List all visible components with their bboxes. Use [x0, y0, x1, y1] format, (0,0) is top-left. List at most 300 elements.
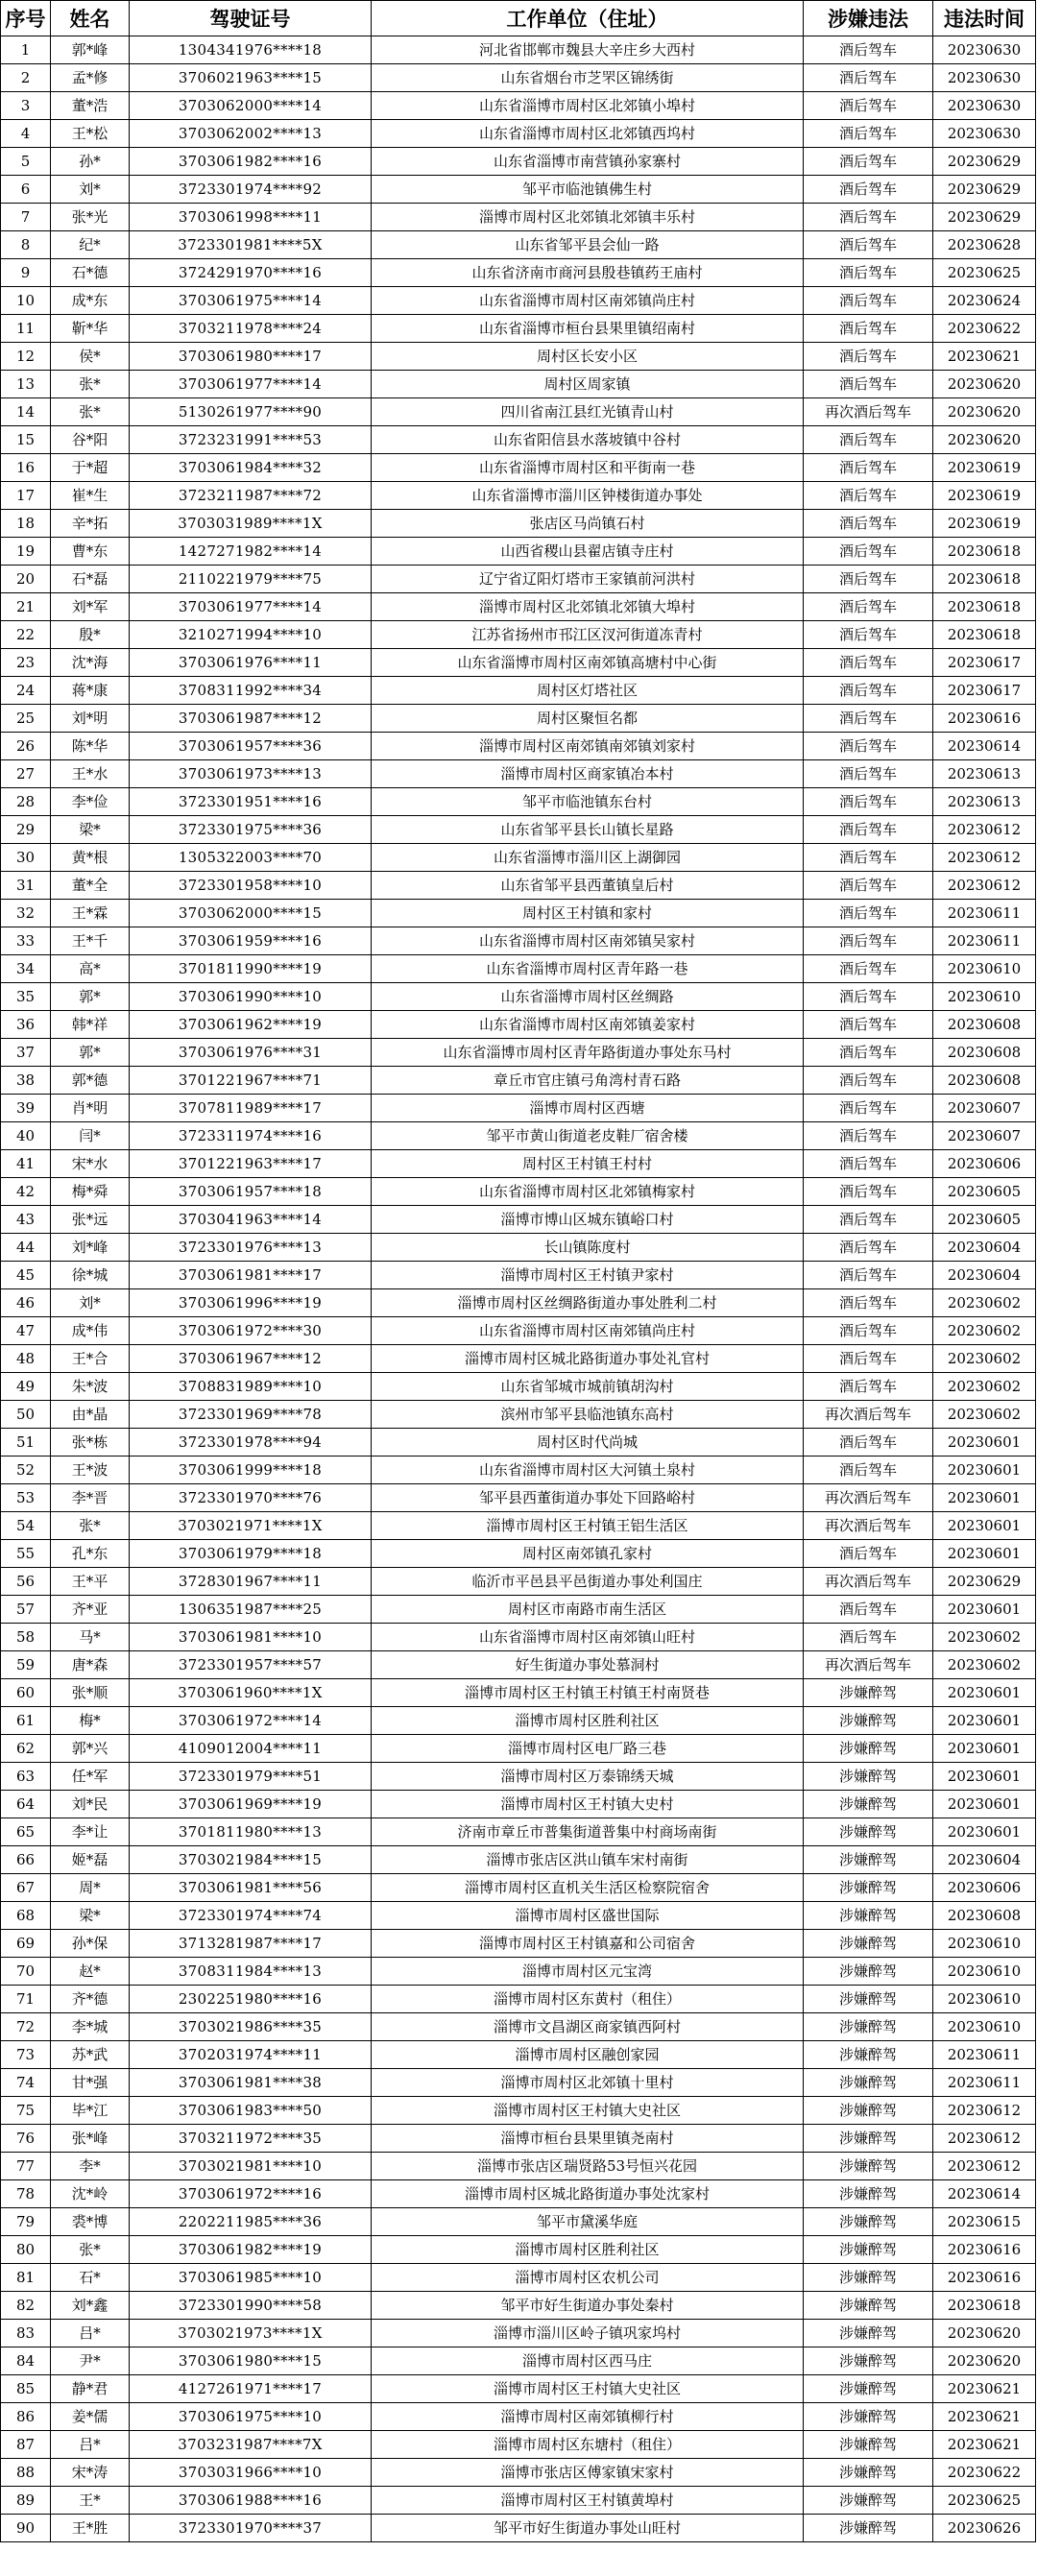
cell-seq: 35: [1, 983, 51, 1011]
cell-license: 3703061957****36: [130, 733, 372, 760]
cell-date: 20230619: [933, 510, 1036, 538]
cell-seq: 48: [1, 1345, 51, 1373]
cell-date: 20230616: [933, 705, 1036, 733]
cell-address: 淄博市周村区北郊镇北郊镇丰乐村: [372, 204, 804, 231]
cell-license: 3703061977****14: [130, 593, 372, 621]
cell-violation: 涉嫌醉驾: [804, 1735, 933, 1763]
cell-seq: 82: [1, 2292, 51, 2320]
cell-license: 3703061988****16: [130, 2487, 372, 2515]
cell-name: 刘*明: [51, 705, 130, 733]
cell-license: 3701811990****19: [130, 955, 372, 983]
cell-license: 3703061981****17: [130, 1262, 372, 1289]
table-row: [1, 2459, 1036, 2487]
cell-violation: 酒后驾车: [804, 900, 933, 927]
cell-license: 3703061975****14: [130, 287, 372, 315]
cell-seq: 38: [1, 1067, 51, 1095]
cell-license: 3706021963****15: [130, 64, 372, 92]
cell-address: 淄博市周村区胜利社区: [372, 1707, 804, 1735]
cell-violation: 酒后驾车: [804, 1457, 933, 1484]
cell-violation: 涉嫌醉驾: [804, 1818, 933, 1846]
cell-date: 20230612: [933, 2153, 1036, 2180]
cell-address: 山东省淄博市周村区南郊镇山旺村: [372, 1624, 804, 1651]
table-row: [1, 983, 1036, 1011]
cell-date: 20230602: [933, 1651, 1036, 1679]
cell-violation: 酒后驾车: [804, 1011, 933, 1039]
cell-license: 3703021984****15: [130, 1846, 372, 1874]
table-row: [1, 204, 1036, 231]
cell-license: 3703061982****16: [130, 148, 372, 176]
table-row: [1, 1679, 1036, 1707]
cell-name: 成*东: [51, 287, 130, 315]
cell-address: 山东省淄博市周村区青年路一巷: [372, 955, 804, 983]
cell-license: 3703061981****56: [130, 1874, 372, 1902]
cell-address: 淄博市周村区北郊镇北郊镇大埠村: [372, 593, 804, 621]
cell-address: 淄博市张店区洪山镇车宋村南街: [372, 1846, 804, 1874]
cell-violation: 再次酒后驾车: [804, 1651, 933, 1679]
cell-license: 3703061999****18: [130, 1457, 372, 1484]
cell-date: 20230601: [933, 1818, 1036, 1846]
table-row: [1, 2320, 1036, 2347]
cell-seq: 78: [1, 2180, 51, 2208]
cell-seq: 58: [1, 1624, 51, 1651]
cell-seq: 14: [1, 398, 51, 426]
cell-license: 3702031974****11: [130, 2041, 372, 2069]
cell-address: 河北省邯郸市魏县大辛庄乡大西村: [372, 36, 804, 64]
cell-violation: 酒后驾车: [804, 1067, 933, 1095]
cell-seq: 6: [1, 176, 51, 204]
cell-violation: 酒后驾车: [804, 64, 933, 92]
cell-name: 任*军: [51, 1763, 130, 1791]
cell-violation: 酒后驾车: [804, 1039, 933, 1067]
table-row: [1, 955, 1036, 983]
cell-name: 吕*: [51, 2431, 130, 2459]
cell-name: 周*: [51, 1874, 130, 1902]
cell-date: 20230621: [933, 2403, 1036, 2431]
cell-address: 山东省淄博市周村区大河镇土泉村: [372, 1457, 804, 1484]
cell-violation: 酒后驾车: [804, 36, 933, 64]
table-row: [1, 705, 1036, 733]
cell-seq: 59: [1, 1651, 51, 1679]
cell-license: 1427271982****14: [130, 538, 372, 566]
cell-date: 20230618: [933, 621, 1036, 649]
table-row: [1, 1540, 1036, 1568]
cell-violation: 酒后驾车: [804, 844, 933, 872]
cell-date: 20230617: [933, 677, 1036, 705]
cell-name: 王*平: [51, 1568, 130, 1596]
cell-violation: 涉嫌醉驾: [804, 2431, 933, 2459]
cell-address: 邹平县西董街道办事处下回路峪村: [372, 1484, 804, 1512]
cell-date: 20230620: [933, 2347, 1036, 2375]
cell-name: 于*超: [51, 454, 130, 482]
cell-address: 好生街道办事处慕洞村: [372, 1651, 804, 1679]
cell-date: 20230612: [933, 872, 1036, 900]
cell-seq: 53: [1, 1484, 51, 1512]
cell-date: 20230601: [933, 1429, 1036, 1457]
cell-name: 王*千: [51, 927, 130, 955]
cell-address: 淄博市周村区南郊镇柳行村: [372, 2403, 804, 2431]
cell-address: 淄博市周村区元宝湾: [372, 1958, 804, 1986]
header-seq: 序号: [1, 1, 51, 36]
cell-date: 20230620: [933, 426, 1036, 454]
cell-date: 20230613: [933, 760, 1036, 788]
cell-date: 20230616: [933, 2236, 1036, 2264]
cell-name: 黄*根: [51, 844, 130, 872]
cell-seq: 20: [1, 566, 51, 593]
cell-date: 20230610: [933, 1986, 1036, 2013]
cell-name: 谷*阳: [51, 426, 130, 454]
cell-date: 20230629: [933, 148, 1036, 176]
table-row: [1, 900, 1036, 927]
cell-name: 郭*: [51, 1039, 130, 1067]
cell-address: 山东省淄博市周村区北郊镇小埠村: [372, 92, 804, 120]
cell-seq: 55: [1, 1540, 51, 1568]
cell-date: 20230608: [933, 1067, 1036, 1095]
cell-violation: 酒后驾车: [804, 927, 933, 955]
cell-license: 3708831989****10: [130, 1373, 372, 1401]
cell-date: 20230622: [933, 2459, 1036, 2487]
cell-name: 董*全: [51, 872, 130, 900]
cell-name: 刘*: [51, 176, 130, 204]
cell-violation: 涉嫌醉驾: [804, 2515, 933, 2542]
cell-date: 20230602: [933, 1317, 1036, 1345]
table-row: [1, 398, 1036, 426]
cell-license: 3703061977****14: [130, 371, 372, 398]
cell-violation: 酒后驾车: [804, 649, 933, 677]
table-row: [1, 1095, 1036, 1122]
cell-name: 宋*水: [51, 1150, 130, 1178]
cell-date: 20230626: [933, 2515, 1036, 2542]
cell-address: 淄博市张店区瑞贤路53号恒兴花园: [372, 2153, 804, 2180]
cell-violation: 涉嫌醉驾: [804, 2347, 933, 2375]
cell-address: 山东省淄博市周村区和平街南一巷: [372, 454, 804, 482]
cell-date: 20230602: [933, 1289, 1036, 1317]
cell-license: 3703062000****14: [130, 92, 372, 120]
cell-violation: 酒后驾车: [804, 120, 933, 148]
cell-address: 淄博市周村区西马庄: [372, 2347, 804, 2375]
table-row: [1, 92, 1036, 120]
table-row: [1, 760, 1036, 788]
cell-violation: 涉嫌醉驾: [804, 1791, 933, 1818]
cell-violation: 涉嫌醉驾: [804, 1874, 933, 1902]
cell-name: 张*: [51, 1512, 130, 1540]
cell-seq: 67: [1, 1874, 51, 1902]
cell-address: 淄博市周村区王村镇王铝生活区: [372, 1512, 804, 1540]
cell-violation: 涉嫌醉驾: [804, 2459, 933, 2487]
cell-name: 毕*江: [51, 2097, 130, 2125]
cell-seq: 9: [1, 259, 51, 287]
cell-address: 四川省南江县红光镇青山村: [372, 398, 804, 426]
cell-license: 3703061984****32: [130, 454, 372, 482]
cell-seq: 29: [1, 816, 51, 844]
cell-name: 郭*: [51, 983, 130, 1011]
cell-violation: 酒后驾车: [804, 1596, 933, 1624]
table-row: [1, 733, 1036, 760]
table-row: [1, 1624, 1036, 1651]
cell-address: 山东省淄博市淄川区钟楼街道办事处: [372, 482, 804, 510]
cell-license: 3708311992****34: [130, 677, 372, 705]
header-name: 姓名: [51, 1, 130, 36]
table-row: [1, 1122, 1036, 1150]
header-license: 驾驶证号: [130, 1, 372, 36]
cell-seq: 64: [1, 1791, 51, 1818]
cell-date: 20230617: [933, 649, 1036, 677]
table-row: [1, 927, 1036, 955]
cell-address: 邹平市临池镇东台村: [372, 788, 804, 816]
cell-license: 3703061998****11: [130, 204, 372, 231]
table-row: [1, 1373, 1036, 1401]
cell-address: 淄博市周村区农机公司: [372, 2264, 804, 2292]
table-row: [1, 36, 1036, 64]
cell-address: 周村区王村镇王村村: [372, 1150, 804, 1178]
cell-seq: 27: [1, 760, 51, 788]
cell-date: 20230622: [933, 315, 1036, 343]
table-row: [1, 1234, 1036, 1262]
cell-address: 山东省邹城市城前镇胡沟村: [372, 1373, 804, 1401]
cell-license: 3703061980****15: [130, 2347, 372, 2375]
cell-date: 20230621: [933, 2431, 1036, 2459]
cell-name: 李*让: [51, 1818, 130, 1846]
cell-name: 梁*: [51, 816, 130, 844]
cell-violation: 涉嫌醉驾: [804, 2487, 933, 2515]
cell-date: 20230605: [933, 1206, 1036, 1234]
cell-seq: 79: [1, 2208, 51, 2236]
cell-violation: 酒后驾车: [804, 593, 933, 621]
cell-name: 姬*磊: [51, 1846, 130, 1874]
cell-date: 20230613: [933, 788, 1036, 816]
cell-seq: 2: [1, 64, 51, 92]
cell-license: 3723301958****10: [130, 872, 372, 900]
header-violation: 涉嫌违法: [804, 1, 933, 36]
cell-address: 山东省邹平县长山镇长星路: [372, 816, 804, 844]
table-row: [1, 1067, 1036, 1095]
cell-seq: 51: [1, 1429, 51, 1457]
cell-seq: 43: [1, 1206, 51, 1234]
cell-seq: 13: [1, 371, 51, 398]
cell-name: 张*: [51, 2236, 130, 2264]
table-row: [1, 788, 1036, 816]
table-row: [1, 844, 1036, 872]
cell-license: 3703061987****12: [130, 705, 372, 733]
cell-address: 周村区王村镇和家村: [372, 900, 804, 927]
cell-address: 淄博市淄川区岭子镇巩家坞村: [372, 2320, 804, 2347]
cell-seq: 81: [1, 2264, 51, 2292]
cell-license: 3723301974****92: [130, 176, 372, 204]
cell-violation: 涉嫌醉驾: [804, 2180, 933, 2208]
cell-license: 3723301974****74: [130, 1902, 372, 1930]
cell-violation: 涉嫌醉驾: [804, 1707, 933, 1735]
cell-seq: 15: [1, 426, 51, 454]
cell-name: 刘*军: [51, 593, 130, 621]
table-row: [1, 2153, 1036, 2180]
cell-address: 淄博市周村区王村镇大史村: [372, 1791, 804, 1818]
table-row: [1, 176, 1036, 204]
table-row: [1, 1596, 1036, 1624]
cell-seq: 10: [1, 287, 51, 315]
cell-name: 刘*峰: [51, 1234, 130, 1262]
cell-address: 山东省淄博市周村区南郊镇姜家村: [372, 1011, 804, 1039]
cell-license: 3703061996****19: [130, 1289, 372, 1317]
table-row: [1, 872, 1036, 900]
table-row: [1, 315, 1036, 343]
table-row: [1, 2431, 1036, 2459]
table-row: [1, 1512, 1036, 1540]
cell-violation: 酒后驾车: [804, 872, 933, 900]
cell-license: 3723301951****16: [130, 788, 372, 816]
cell-date: 20230619: [933, 482, 1036, 510]
cell-violation: 涉嫌醉驾: [804, 2292, 933, 2320]
table-row: [1, 1707, 1036, 1735]
cell-address: 淄博市周村区盛世国际: [372, 1902, 804, 1930]
cell-address: 山东省阳信县水落坡镇中谷村: [372, 426, 804, 454]
cell-violation: 涉嫌醉驾: [804, 2375, 933, 2403]
cell-name: 肖*明: [51, 1095, 130, 1122]
table-row: [1, 2347, 1036, 2375]
cell-name: 沈*海: [51, 649, 130, 677]
cell-date: 20230618: [933, 593, 1036, 621]
cell-name: 王*合: [51, 1345, 130, 1373]
header-row: [1, 1, 1036, 36]
table-row: [1, 593, 1036, 621]
cell-violation: 酒后驾车: [804, 788, 933, 816]
cell-license: 3723301970****37: [130, 2515, 372, 2542]
cell-name: 石*德: [51, 259, 130, 287]
cell-seq: 47: [1, 1317, 51, 1345]
cell-date: 20230624: [933, 287, 1036, 315]
cell-license: 5130261977****90: [130, 398, 372, 426]
cell-violation: 涉嫌醉驾: [804, 2097, 933, 2125]
cell-violation: 酒后驾车: [804, 733, 933, 760]
cell-date: 20230618: [933, 538, 1036, 566]
table-row: [1, 2236, 1036, 2264]
cell-address: 章丘市官庄镇弓角湾村青石路: [372, 1067, 804, 1095]
cell-name: 裘*博: [51, 2208, 130, 2236]
cell-license: 3723301969****78: [130, 1401, 372, 1429]
table-row: [1, 1289, 1036, 1317]
cell-license: 3703061983****50: [130, 2097, 372, 2125]
cell-date: 20230604: [933, 1234, 1036, 1262]
cell-address: 济南市章丘市普集街道普集中村商场南街: [372, 1818, 804, 1846]
cell-date: 20230602: [933, 1624, 1036, 1651]
cell-seq: 30: [1, 844, 51, 872]
cell-license: 3724291970****16: [130, 259, 372, 287]
cell-name: 孔*东: [51, 1540, 130, 1568]
cell-date: 20230620: [933, 398, 1036, 426]
cell-seq: 54: [1, 1512, 51, 1540]
table-row: [1, 231, 1036, 259]
cell-date: 20230629: [933, 176, 1036, 204]
cell-name: 纪*: [51, 231, 130, 259]
cell-address: 邹平市好生街道办事处秦村: [372, 2292, 804, 2320]
cell-violation: 酒后驾车: [804, 955, 933, 983]
cell-violation: 酒后驾车: [804, 1429, 933, 1457]
cell-license: 3707811989****17: [130, 1095, 372, 1122]
cell-violation: 酒后驾车: [804, 1317, 933, 1345]
cell-license: 1305322003****70: [130, 844, 372, 872]
cell-name: 郭*峰: [51, 36, 130, 64]
cell-violation: 再次酒后驾车: [804, 398, 933, 426]
cell-license: 3703061976****31: [130, 1039, 372, 1067]
cell-violation: 酒后驾车: [804, 1373, 933, 1401]
cell-seq: 76: [1, 2125, 51, 2153]
cell-license: 3703061979****18: [130, 1540, 372, 1568]
cell-name: 徐*城: [51, 1262, 130, 1289]
cell-license: 3210271994****10: [130, 621, 372, 649]
table-row: [1, 2403, 1036, 2431]
cell-address: 淄博市周村区西塘: [372, 1095, 804, 1122]
cell-date: 20230616: [933, 2264, 1036, 2292]
cell-seq: 22: [1, 621, 51, 649]
cell-violation: 酒后驾车: [804, 1234, 933, 1262]
cell-name: 王*水: [51, 760, 130, 788]
cell-seq: 3: [1, 92, 51, 120]
cell-seq: 16: [1, 454, 51, 482]
cell-name: 赵*: [51, 1958, 130, 1986]
cell-violation: 酒后驾车: [804, 1178, 933, 1206]
cell-seq: 89: [1, 2487, 51, 2515]
cell-license: 1304341976****18: [130, 36, 372, 64]
cell-name: 孙*保: [51, 1930, 130, 1958]
cell-seq: 50: [1, 1401, 51, 1429]
cell-name: 陈*华: [51, 733, 130, 760]
cell-name: 朱*波: [51, 1373, 130, 1401]
cell-seq: 88: [1, 2459, 51, 2487]
cell-name: 董*浩: [51, 92, 130, 120]
cell-address: 周村区市南路市南生活区: [372, 1596, 804, 1624]
cell-seq: 46: [1, 1289, 51, 1317]
cell-name: 张*: [51, 371, 130, 398]
cell-license: 3703061982****19: [130, 2236, 372, 2264]
table-row: [1, 1958, 1036, 1986]
cell-license: 3703041963****14: [130, 1206, 372, 1234]
cell-license: 3723301979****51: [130, 1763, 372, 1791]
table-row: [1, 1568, 1036, 1596]
cell-name: 张*栋: [51, 1429, 130, 1457]
cell-date: 20230611: [933, 2069, 1036, 2097]
cell-name: 王*波: [51, 1457, 130, 1484]
table-row: [1, 2375, 1036, 2403]
cell-name: 成*伟: [51, 1317, 130, 1345]
cell-seq: 41: [1, 1150, 51, 1178]
cell-seq: 25: [1, 705, 51, 733]
cell-address: 淄博市博山区城东镇峪口村: [372, 1206, 804, 1234]
table-row: [1, 649, 1036, 677]
cell-address: 临沂市平邑县平邑街道办事处利国庄: [372, 1568, 804, 1596]
cell-address: 周村区周家镇: [372, 371, 804, 398]
cell-violation: 酒后驾车: [804, 1095, 933, 1122]
cell-violation: 涉嫌醉驾: [804, 2264, 933, 2292]
table-row: [1, 454, 1036, 482]
cell-date: 20230612: [933, 816, 1036, 844]
cell-name: 尹*: [51, 2347, 130, 2375]
table-row: [1, 1345, 1036, 1373]
cell-date: 20230618: [933, 2292, 1036, 2320]
table-row: [1, 371, 1036, 398]
cell-date: 20230607: [933, 1122, 1036, 1150]
cell-name: 李*俭: [51, 788, 130, 816]
cell-name: 梅*舜: [51, 1178, 130, 1206]
cell-address: 山东省淄博市周村区南郊镇尚庄村: [372, 1317, 804, 1345]
cell-address: 周村区灯塔社区: [372, 677, 804, 705]
cell-seq: 90: [1, 2515, 51, 2542]
cell-seq: 40: [1, 1122, 51, 1150]
cell-name: 梅*: [51, 1707, 130, 1735]
cell-date: 20230614: [933, 2180, 1036, 2208]
table-row: [1, 1457, 1036, 1484]
cell-violation: 涉嫌醉驾: [804, 2013, 933, 2041]
cell-date: 20230610: [933, 1958, 1036, 1986]
cell-name: 姜*儒: [51, 2403, 130, 2431]
cell-name: 静*君: [51, 2375, 130, 2403]
